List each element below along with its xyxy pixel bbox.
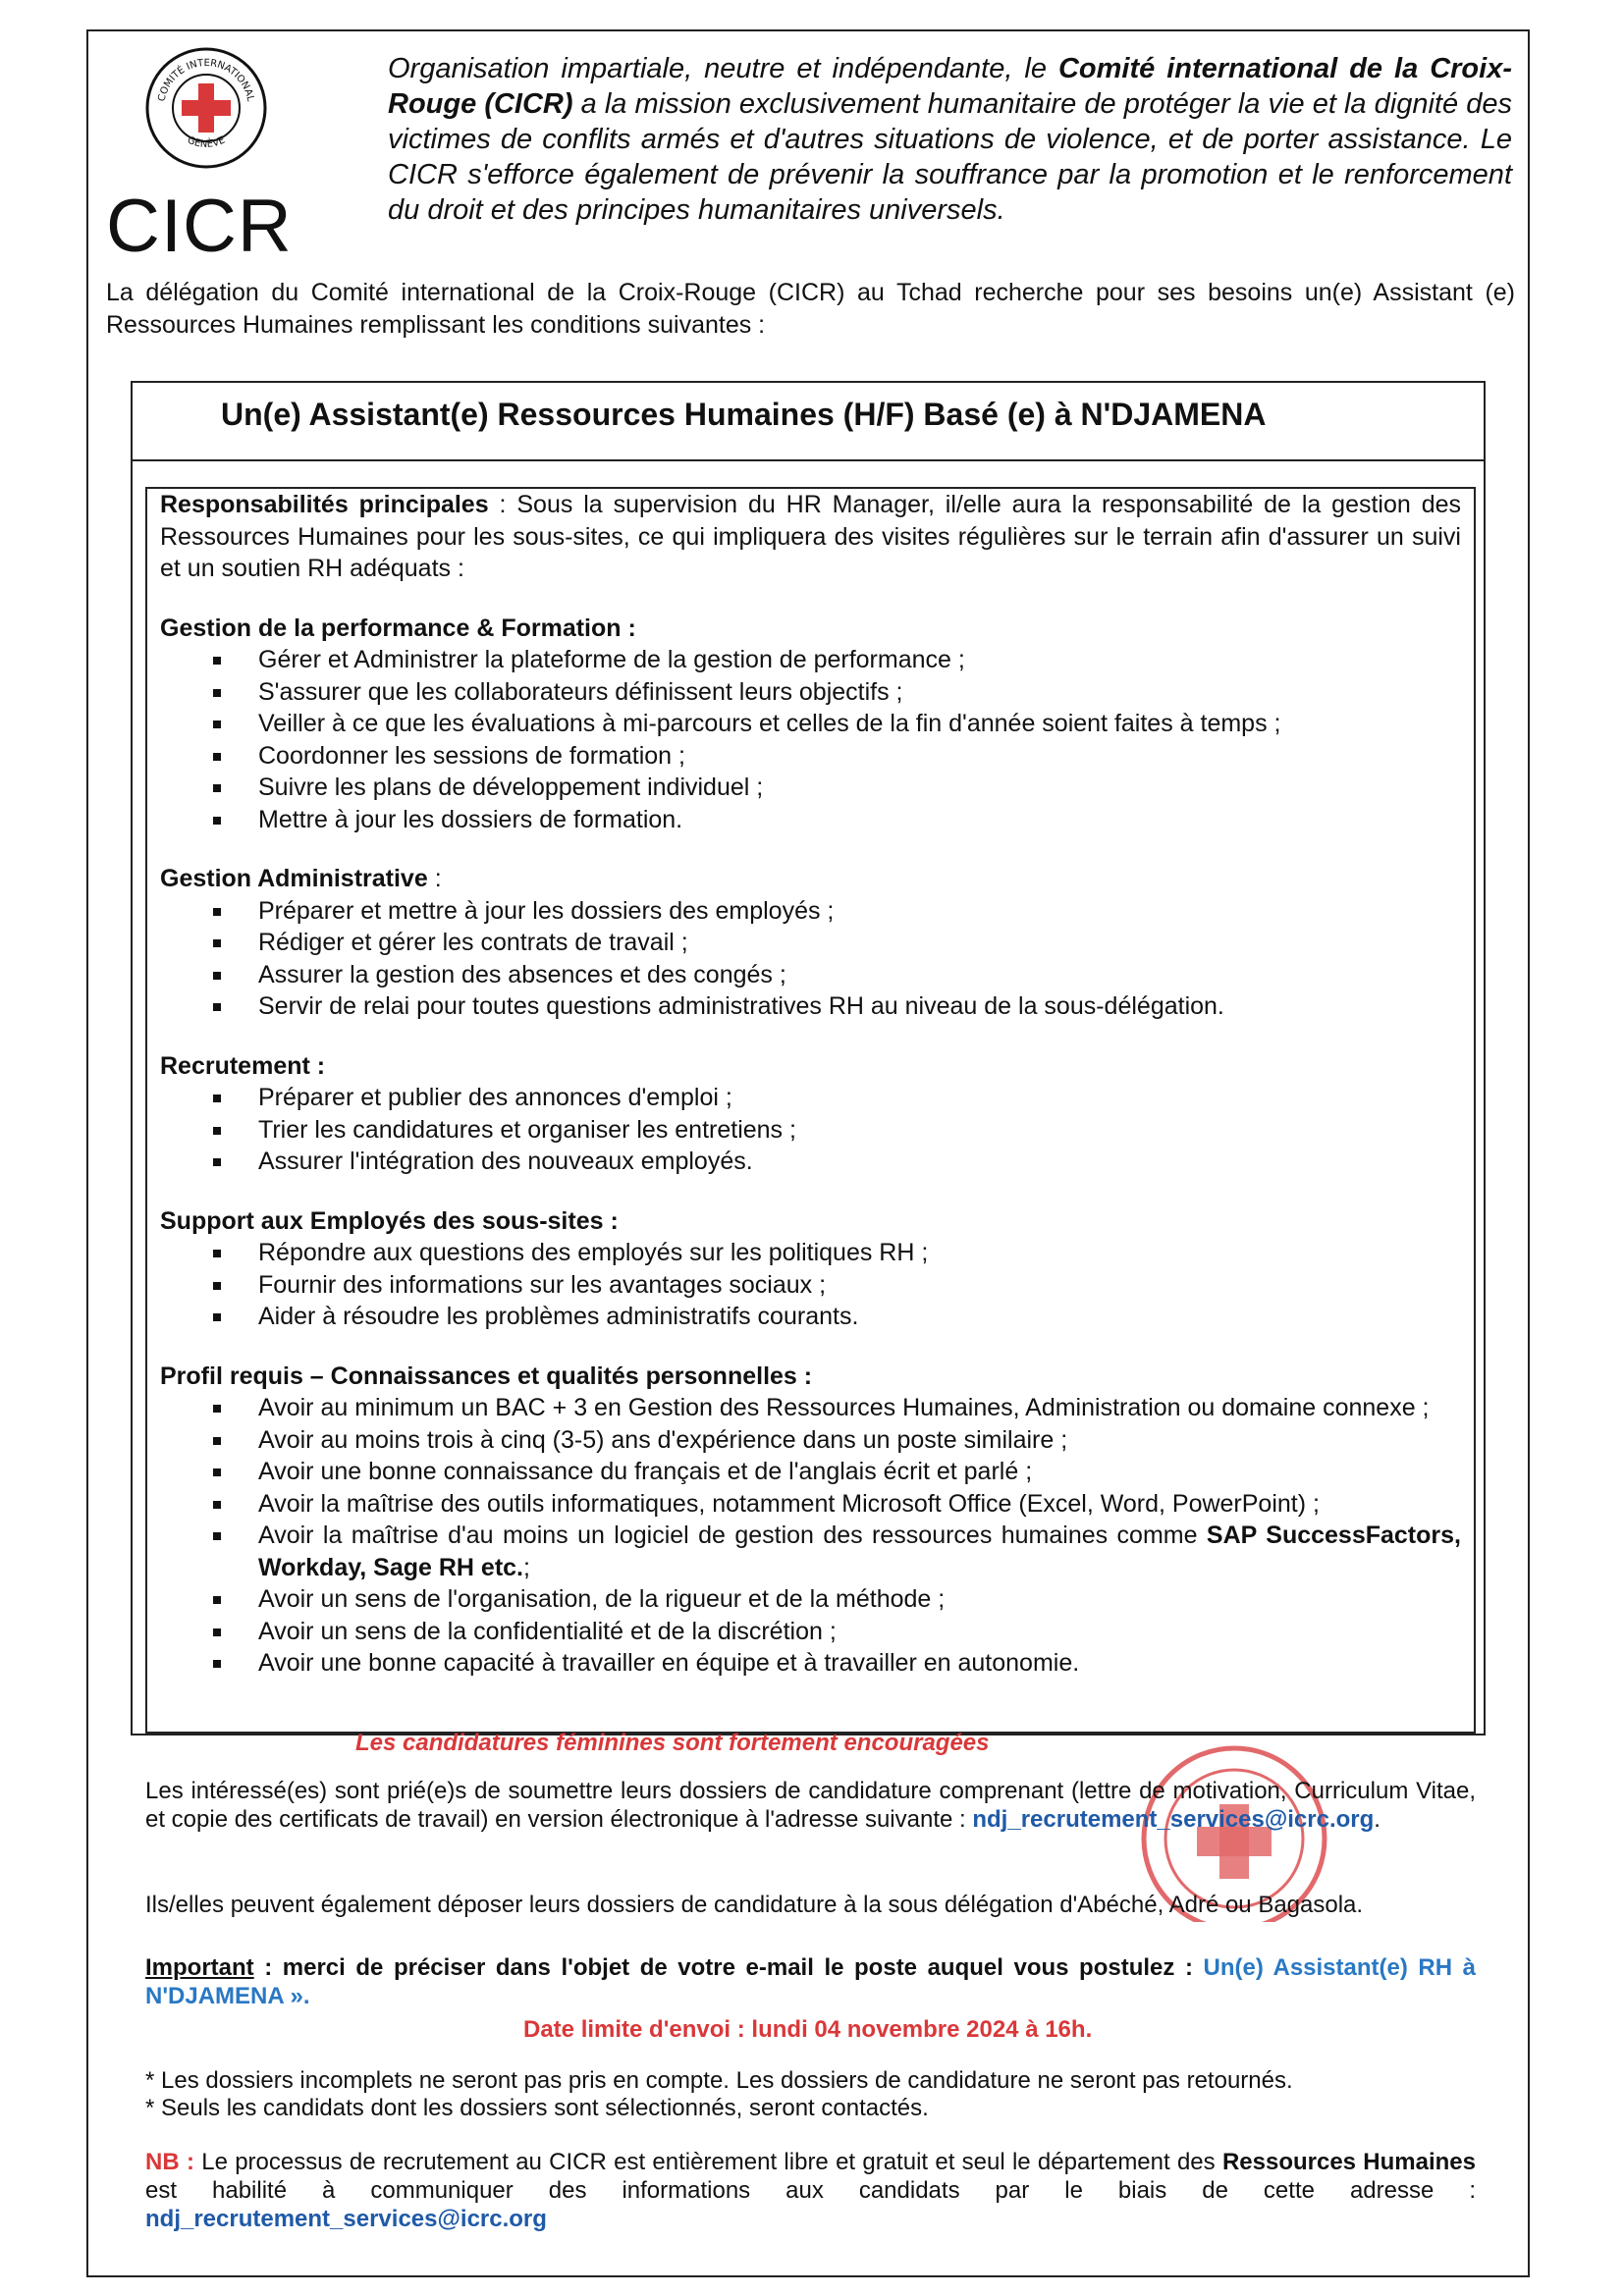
note-incomplete: * Les dossiers incomplets ne seront pas pris en compte. Les dossiers de candidature ne seront pas retournés. [145, 2067, 1293, 2094]
job-title: Un(e) Assistant(e) Ressources Humaines (H/F) Basé (e) à N'DJAMENA [221, 397, 1267, 432]
bullet-icon [213, 1095, 221, 1102]
svg-text:COMITÉ INTERNATIONAL: COMITÉ INTERNATIONAL [156, 57, 256, 103]
red-cross-emblem-icon [142, 44, 270, 172]
list-item: Suivre les plans de développement individuel ; [160, 772, 1461, 804]
list-item: Avoir au moins trois à cinq (3-5) ans d'expérience dans un poste similaire ; [160, 1424, 1461, 1457]
cicr-logo [98, 44, 334, 280]
section-title-support: Support aux Employés des sous-sites : [160, 1206, 619, 1235]
section-title-profile: Profil requis – Connaissances et qualités personnelles : [160, 1362, 813, 1390]
bullet-icon [213, 1127, 221, 1135]
list-item: Avoir une bonne capacité à travailler en équipe et à travailler en autonomie. [160, 1647, 1461, 1680]
bullet-icon [213, 1313, 221, 1321]
list-item: Servir de relai pour toutes questions administratives RH au niveau de la sous-délégation. [160, 990, 1461, 1023]
bullet-icon [213, 1282, 221, 1290]
bullet-icon [213, 1158, 221, 1166]
list-item: Avoir la maîtrise des outils informatiques, notamment Microsoft Office (Excel, Word, PowerPoint) ; [160, 1488, 1461, 1521]
list-item: Préparer et mettre à jour les dossiers des employés ; [160, 895, 1461, 928]
list-item: Aider à résoudre les problèmes administratifs courants. [160, 1301, 1461, 1333]
list-item: Assurer l'intégration des nouveaux employés. [160, 1146, 1461, 1178]
lead-paragraph: La délégation du Comité international de la Croix-Rouge (CICR) au Tchad recherche pour ses besoins un(e) Assistant (e) Ressources Humaines remplissant les conditions suivantes : [106, 279, 1515, 339]
list-item: Assurer la gestion des absences et des congés ; [160, 959, 1461, 991]
list-recruitment [160, 1082, 1461, 1178]
responsibilities: Responsabilités principales : Sous la supervision du HR Manager, il/elle aura la responsabilité de la gestion des Ressources Humaines pour les sous-sites, ce qui impliquera des visites régulières sur le terrain afin d'assurer un suivi et un soutien RH adéquats : [160, 491, 1461, 582]
section-title-performance: Gestion de la performance & Formation : [160, 614, 636, 642]
list-item: Avoir la maîtrise d'au moins un logiciel de gestion des ressources humaines comme SAP SuccessFactors, Workday, Sage RH etc.; [160, 1520, 1461, 1583]
bullet-icon [213, 972, 221, 980]
list-item: Préparer et publier des annonces d'emploi ; [160, 1082, 1461, 1114]
job-details [160, 489, 1461, 1680]
list-item: Répondre aux questions des employés sur les politiques RH ; [160, 1237, 1461, 1269]
list-item: Fournir des informations sur les avantages sociaux ; [160, 1269, 1461, 1302]
list-item: Avoir un sens de la confidentialité et de la discrétion ; [160, 1616, 1461, 1648]
list-item: Avoir une bonne connaissance du français et de l'anglais écrit et parlé ; [160, 1456, 1461, 1488]
note-contact: * Seuls les candidats dont les dossiers sont sélectionnés, seront contactés. [145, 2095, 929, 2121]
position-reference: Un(e) Assistant(e) RH à N'DJAMENA ». [145, 1954, 1476, 2009]
list-item: S'assurer que les collaborateurs définissent leurs objectifs ; [160, 676, 1461, 709]
list-admin [160, 895, 1461, 1023]
list-item: Avoir au minimum un BAC + 3 en Gestion des Ressources Humaines, Administration ou domaine connexe ; [160, 1392, 1461, 1424]
list-item: Veiller à ce que les évaluations à mi-parcours et celles de la fin d'année soient faites à temps ; [160, 708, 1461, 740]
list-profile [160, 1392, 1461, 1680]
logo-text: CICR [106, 185, 293, 268]
application-deadline: Date limite d'envoi : lundi 04 novembre 2024 à 16h. [523, 2016, 1093, 2043]
section-title-admin: Gestion Administrative : [160, 865, 442, 892]
organisation-intro: Organisation impartiale, neutre et indépendante, le Comité international de la Croix-Rouge (CICR) a la mission exclusivement humanitaire de protéger la vie et la dignité des victimes de conflits armés et d'autres situations de violence, et de porter assistance. Le CICR s'efforce également de prévenir la souffrance par la promotion et le renforcement du droit et des principes humanitaires universels. [388, 53, 1512, 226]
title-divider [131, 459, 1486, 461]
bullet-icon [213, 689, 221, 697]
apply-email-link[interactable]: ndj_recrutement_services@icrc.org [972, 1806, 1375, 1833]
bullet-icon [213, 817, 221, 825]
nb-paragraph: NB : Le processus de recrutement au CICR est entièrement libre et gratuit et seul le département des Ressources Humaines est habilité à communiquer des informations aux candidats par le biais de cette adresse : ndj_recrutement_services@icrc.org [145, 2149, 1477, 2232]
bullet-icon [213, 721, 221, 728]
list-item: Coordonner les sessions de formation ; [160, 740, 1461, 773]
svg-text:GENÈVE: GENÈVE [186, 134, 227, 150]
section-title-recruitment: Recrutement : [160, 1051, 326, 1080]
list-item: Trier les candidatures et organiser les entretiens ; [160, 1114, 1461, 1147]
bullet-icon [213, 657, 221, 665]
list-performance [160, 644, 1461, 835]
important-note: Important : merci de préciser dans l'objet de votre e-mail le poste auquel vous postulez : Un(e) Assistant(e) RH à N'DJAMENA ». [145, 1954, 1476, 2009]
nb-email-link[interactable]: ndj_recrutement_services@icrc.org [145, 2206, 547, 2232]
deposit-instructions: Ils/elles peuvent également déposer leurs dossiers de candidature à la sous délégation d'Abéché, Adré ou Bagasola. [145, 1892, 1364, 1918]
list-support [160, 1237, 1461, 1333]
bullet-icon [213, 784, 221, 792]
notes [145, 2067, 1476, 2122]
bullet-icon [213, 1003, 221, 1011]
bullet-icon [213, 939, 221, 947]
list-item: Avoir un sens de l'organisation, de la rigueur et de la méthode ; [160, 1583, 1461, 1616]
list-item: Gérer et Administrer la plateforme de la gestion de performance ; [160, 644, 1461, 676]
women-encouraged-note: Les candidatures féminines sont fortement encouragées [355, 1730, 990, 1756]
bullet-icon [213, 1250, 221, 1257]
list-item: Rédiger et gérer les contrats de travail ; [160, 927, 1461, 959]
list-item: Mettre à jour les dossiers de formation. [160, 804, 1461, 836]
bullet-icon [213, 753, 221, 761]
apply-instructions: Les intéressé(es) sont prié(e)s de soumettre leurs dossiers de candidature comprenant (lettre de motivation, Curriculum Vitae, et copie des certificats de travail) en version électronique à l'adresse suivante : ndj_recrutement_services@icrc.org. [145, 1778, 1476, 1833]
bullet-icon [213, 908, 221, 916]
